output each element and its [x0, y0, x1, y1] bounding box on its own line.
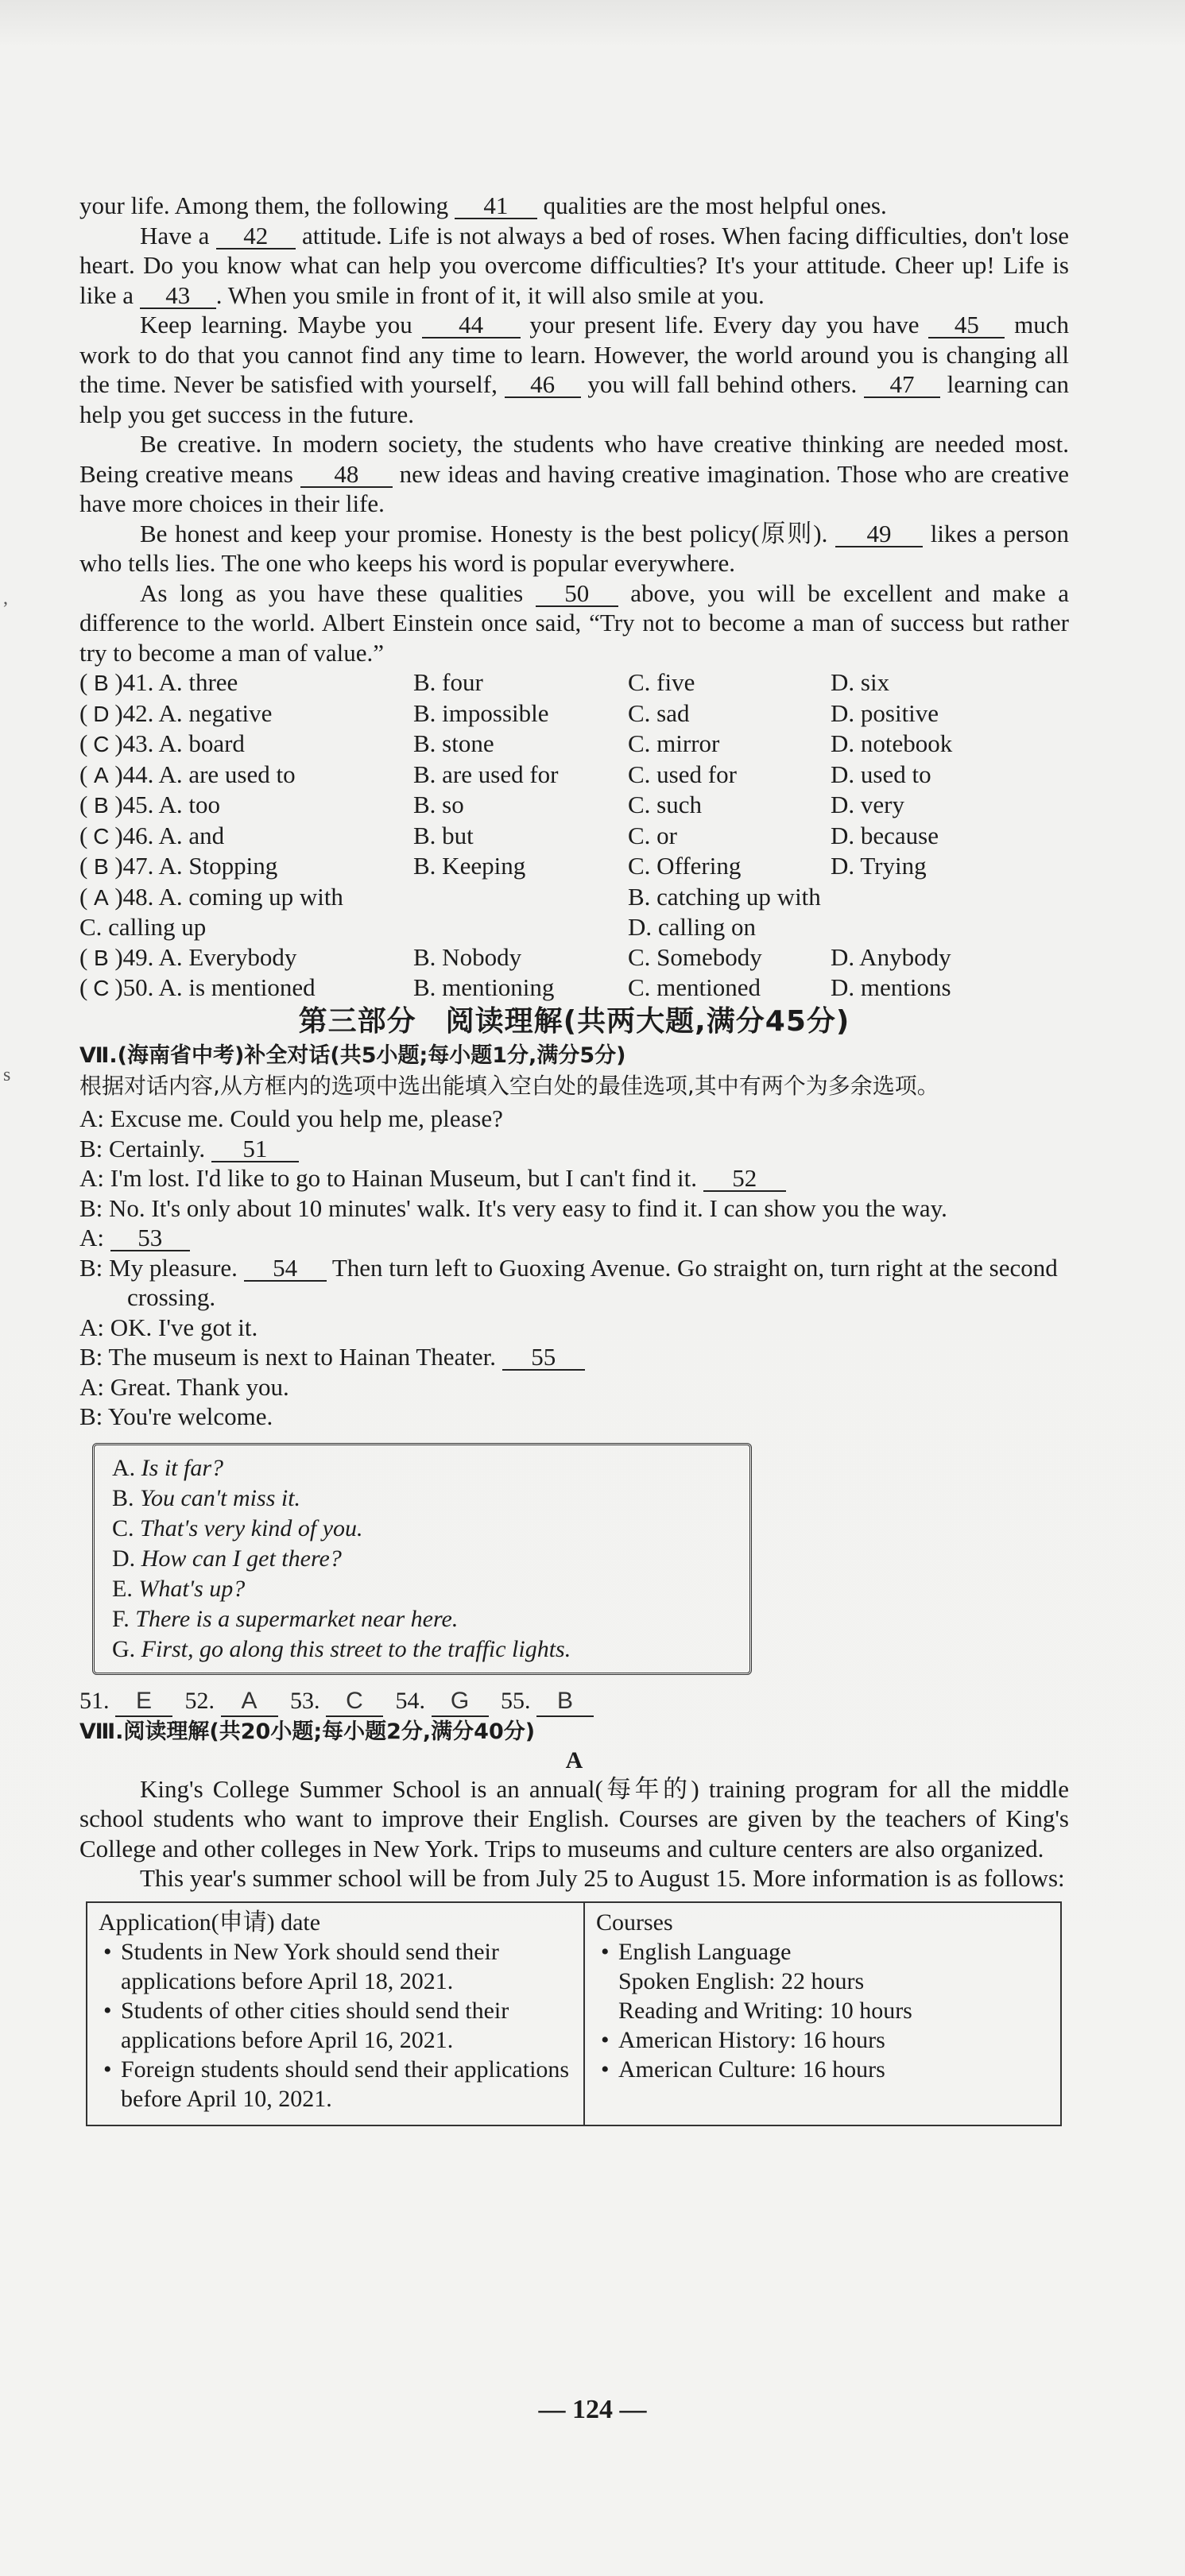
application-heading: Application(申请) date [99, 1909, 321, 1936]
blank-49: 49 [835, 522, 923, 547]
margin-mark: , [3, 588, 8, 609]
dialogue-line: A: OK. I've got it. [79, 1313, 258, 1341]
dialogue-line: B: You're welcome. [79, 1402, 273, 1430]
dialogue-line: B: The museum is next to Hainan Theater. 55 [79, 1342, 1069, 1372]
application-item: • Foreign students should send their applications before April 10, 2021. [121, 2055, 575, 2114]
course-sub: Reading and Writing: 10 hours [618, 1997, 912, 2024]
option-item: F. There is a supermarket near here. [112, 1605, 459, 1632]
blank-41: 41 [455, 194, 537, 219]
blank-51: 51 [211, 1137, 299, 1162]
option-item: B. You can't miss it. [112, 1484, 301, 1511]
answer-mark: B [93, 671, 109, 695]
option-item: G. First, go along this street to the traffic lights. [112, 1635, 571, 1662]
dialogue-line: B: No. It's only about 10 minutes' walk. It's very easy to find it. I can show you the way. [79, 1193, 947, 1222]
option-item: E. What's up? [112, 1575, 246, 1602]
dialogue-line: B: My pleasure. 54 Then turn left to Guoxing Avenue. Go straight on, turn right at the second crossing. [79, 1253, 1058, 1311]
answer-mark: D [93, 701, 110, 726]
passage-paragraph: King's College Summer School is an annual(每年的) training program for all the middle school students who want to improve their English. Courses are given by the teachers of King's College and other colleges in New York. Trips to museums and culture centers are also organized. [79, 1774, 1069, 1862]
cloze-paragraph-1: your life. Among them, the following 41 qualities are the most helpful ones. [79, 191, 887, 219]
courses-heading: Courses [596, 1909, 673, 1936]
option-item: D. How can I get there? [112, 1545, 342, 1572]
mc-question: ( C )43. A. board B. stone C. mirror D. notebook [79, 729, 1069, 760]
option-item: C. That's very kind of you. [112, 1514, 363, 1541]
mc-question: ( D )42. A. negative B. impossible C. sad D. positive [79, 698, 1069, 729]
mc-question: ( C )46. A. and B. but C. or D. because [79, 821, 1069, 852]
blank-47: 47 [864, 373, 940, 398]
info-table [86, 1901, 1062, 2126]
answer-mark: A [93, 762, 109, 787]
page-content [79, 191, 1069, 2126]
blank-54: 54 [244, 1256, 327, 1282]
cloze-paragraph-4: Be creative. In modern society, the students who have creative thinking are needed most. Being creative means 48 new ideas and having creative imagination. Those who are creative have more choices in their life. [79, 430, 1069, 517]
dialogue [79, 1104, 1069, 1432]
mc-question: ( A )44. A. are used to B. are used for C. used for D. used to [79, 760, 1069, 791]
blank-48: 48 [300, 462, 393, 488]
answer-54: G [432, 1686, 489, 1718]
answer-mark: C [93, 976, 110, 1000]
section-8-title: Ⅷ.阅读理解(共20小题;每小题2分,满分40分) [79, 1719, 536, 1744]
application-item: • Students of other cities should send their applications before April 16, 2021. [121, 1996, 575, 2055]
blank-55: 55 [502, 1345, 585, 1371]
dialogue-line: A: Great. Thank you. [79, 1372, 289, 1401]
blank-53: 53 [110, 1226, 190, 1251]
options-box [92, 1443, 752, 1675]
cloze-paragraph-5: Be honest and keep your promise. Honesty is the best policy(原则). 49 likes a person who tells lies. The one who keeps his word is popular everywhere. [79, 519, 1070, 577]
option-item: A. Is it far? [112, 1454, 224, 1481]
cloze-paragraph-3: Keep learning. Maybe you 44 your present life. Every day you have 45 much work to do that you cannot find any time to learn. However, the world around you is changing all the time. Never be satisfied with yourself, 46 you will fall behind others. 47 learning can help you get success in the future. [79, 311, 1070, 428]
blank-45: 45 [928, 313, 1005, 338]
answer-51: E [115, 1686, 172, 1718]
blank-44: 44 [422, 313, 521, 338]
course-item: • American Culture: 16 hours [618, 2055, 1052, 2084]
answer-55: B [536, 1686, 594, 1718]
answer-mark: B [93, 854, 109, 879]
application-item: • Students in New York should send their applications before April 18, 2021. [121, 1937, 575, 1996]
cloze-paragraph-6: As long as you have these qualities 50 above, you will be excellent and make a difference to the world. Albert Einstein once said, “Try not to become a man of success but rather try to become a man of value.” [79, 578, 1070, 667]
mc-question: ( B )45. A. too B. so C. such D. very [79, 790, 1069, 821]
blank-52: 52 [703, 1166, 786, 1192]
answer-52: A [221, 1686, 278, 1718]
answer-mark: C [93, 823, 110, 849]
mc-question: ( C )50. A. is mentioned B. mentioning C. mentioned D. mentions [79, 973, 1069, 1004]
cloze-paragraph-2: Have a 42 attitude. Life is not always a bed of roses. When facing difficulties, don't lose heart. Do you know what can help you overcome difficulties? It's your attitude. Cheer up! Life is like a 43 . When you smile in front of it, it will also smile at you. [79, 221, 1070, 309]
blank-46: 46 [505, 373, 581, 398]
margin-mark: s [3, 1065, 11, 1085]
mc-question-48: ( A )48. A. coming up with B. catching up with C. calling up D. calling on [79, 882, 821, 941]
mc-question: ( B )49. A. Everybody B. Nobody C. Somebody D. Anybody [79, 942, 1069, 973]
blank-42: 42 [216, 224, 296, 249]
mc-question: ( B )41. A. three B. four C. five D. six [79, 667, 1069, 698]
section-7-instruction: 根据对话内容,从方框内的选项中选出能填入空白处的最佳选项,其中有两个为多余选项。 [79, 1072, 939, 1099]
course-item: • American History: 16 hours [618, 2025, 1052, 2055]
course-item: • English Language Spoken English: 22 hours Reading and Writing: 10 hours [618, 1937, 1052, 2025]
dialogue-line: A: I'm lost. I'd like to go to Hainan Museum, but I can't find it. 52 [79, 1163, 1069, 1193]
page-number: — 124 — [538, 2395, 647, 2424]
dialogue-line: A: 53 [79, 1223, 1069, 1253]
answer-mark: B [93, 793, 109, 818]
mc-question: ( B )47. A. Stopping B. Keeping C. Offering D. Trying [79, 851, 1069, 882]
answer-mark: C [93, 732, 110, 756]
blank-43: 43 [140, 284, 216, 309]
passage-paragraph: This year's summer school will be from July 25 to August 15. More information is as follows: [140, 1864, 1065, 1892]
dialogue-line: B: Certainly. 51 [79, 1134, 1069, 1164]
application-cell [87, 1902, 584, 2125]
section-7-title: Ⅶ.(海南省中考)补全对话(共5小题;每小题1分,满分5分) [79, 1043, 626, 1068]
passage-heading: A [565, 1746, 583, 1773]
answer-line: 51. E 52. A 53. C 54. G 55. B [79, 1686, 1069, 1718]
course-sub: Spoken English: 22 hours [618, 1967, 865, 1994]
answer-53: C [326, 1686, 383, 1718]
courses-cell [584, 1902, 1061, 2125]
answer-mark: B [93, 945, 109, 970]
blank-50: 50 [536, 582, 618, 607]
dialogue-line: A: Excuse me. Could you help me, please? [79, 1104, 503, 1132]
answer-mark: A [93, 884, 109, 910]
part-title: 第三部分 阅读理解(共两大题,满分45分) [298, 1004, 850, 1038]
mc-list [79, 667, 1069, 1004]
